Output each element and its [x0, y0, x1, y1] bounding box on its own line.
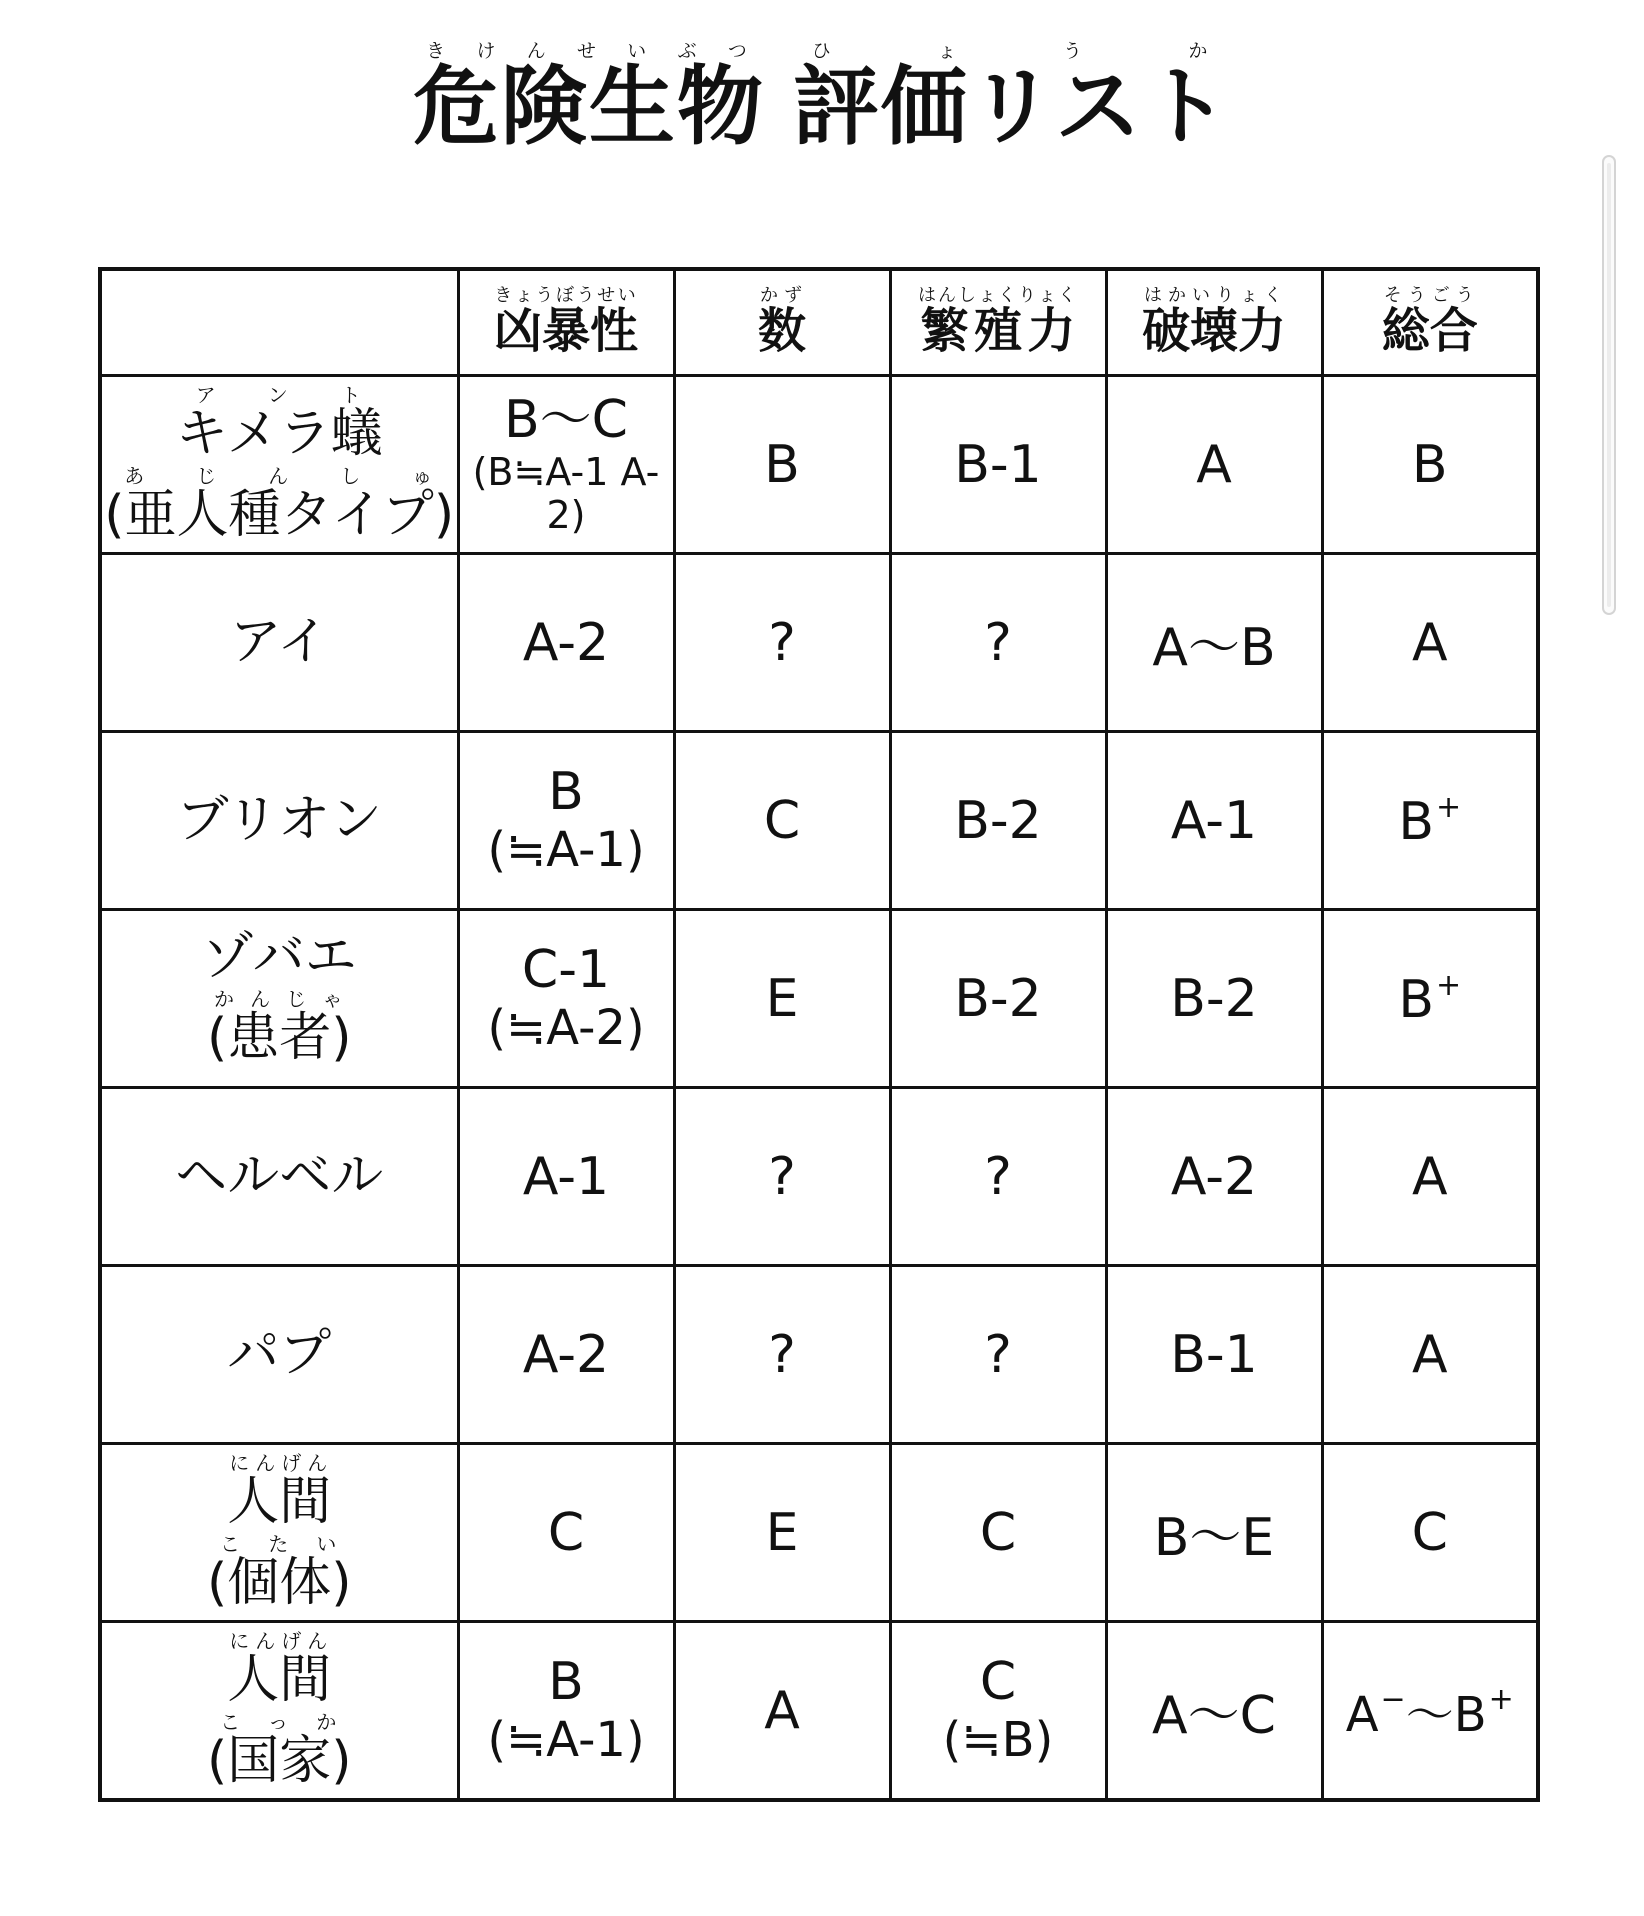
- creature-name-main: ブリオン: [176, 789, 382, 850]
- creature-name-main: キメラ蟻アント: [175, 382, 383, 464]
- overall-cell: [1322, 1622, 1538, 1801]
- creature-name: [100, 1444, 458, 1622]
- overall-value: B: [1398, 791, 1435, 852]
- overall-cell: A: [1322, 1266, 1538, 1444]
- number-cell: ?: [674, 1088, 890, 1266]
- table-row: [100, 910, 1538, 1088]
- fertility-cell: B-2: [890, 910, 1106, 1088]
- ferocity-cell: [458, 910, 674, 1088]
- overall-value-low: A: [1345, 1687, 1379, 1743]
- title-sub: 評価リストひょうか: [792, 40, 1232, 157]
- overall-cell: C: [1322, 1444, 1538, 1622]
- header-ferocity: 凶暴性きょうぼうせい: [458, 269, 674, 376]
- destruction-cell: A-2: [1106, 1088, 1322, 1266]
- creature-name-sub: (国家)こっか: [206, 1709, 352, 1791]
- creature-name-main: 人間にんげん: [227, 1450, 332, 1532]
- title-main: 危険生物きけんせいぶつ: [412, 40, 765, 157]
- creature-name-main: ゾバエ: [201, 927, 357, 988]
- table-row: [100, 1088, 1538, 1266]
- fertility-cell: B-2: [890, 732, 1106, 910]
- ferocity-cell: C: [458, 1444, 674, 1622]
- ferocity-cell: A-2: [458, 554, 674, 732]
- destruction-cell: B〜E: [1106, 1444, 1322, 1622]
- destruction-cell: B-1: [1106, 1266, 1322, 1444]
- number-cell: A: [674, 1622, 890, 1801]
- creature-name-main: ヘルベル: [175, 1145, 384, 1206]
- ferocity-note: (≒A-1): [487, 1711, 645, 1768]
- creature-name-sub: (亜人種タイプ)あじんしゅ: [104, 463, 455, 545]
- header-destruction: 破壊力はかいりょく: [1106, 269, 1322, 376]
- overall-value: B: [1398, 969, 1435, 1030]
- scrollbar-thumb[interactable]: [1607, 163, 1611, 607]
- header-overall: 総合そうごう: [1322, 269, 1538, 376]
- overall-modifier: +: [1436, 967, 1462, 1003]
- number-cell: C: [674, 732, 890, 910]
- ferocity-note: (≒A-2): [487, 999, 645, 1056]
- table-row: [100, 1444, 1538, 1622]
- creature-name-main: アイ: [229, 611, 329, 672]
- creature-name: [100, 732, 458, 910]
- fertility-value: C: [979, 1652, 1017, 1712]
- destruction-cell: A〜C: [1106, 1622, 1322, 1801]
- evaluation-table: [98, 267, 1540, 1802]
- number-cell: E: [674, 1444, 890, 1622]
- fertility-cell: B-1: [890, 376, 1106, 554]
- overall-cell: [1322, 910, 1538, 1088]
- creature-name: [100, 376, 458, 554]
- ferocity-value: C-1: [521, 940, 611, 1000]
- number-cell: ?: [674, 554, 890, 732]
- number-cell: E: [674, 910, 890, 1088]
- overall-value: B: [1453, 1687, 1487, 1743]
- creature-name: [100, 1266, 458, 1444]
- creature-name: [100, 1622, 458, 1801]
- overall-range-tilde: 〜: [1405, 1687, 1454, 1743]
- table-row: [100, 732, 1538, 910]
- creature-name-main: 人間にんげん: [227, 1628, 332, 1710]
- page-title-wrap: [0, 40, 1644, 159]
- page-title: [399, 40, 1245, 159]
- creature-name: [100, 910, 458, 1088]
- table-row: [100, 376, 1538, 554]
- header-row: [100, 269, 1538, 376]
- creature-name-main: パプ: [227, 1323, 332, 1384]
- header-corner: [100, 269, 458, 376]
- ferocity-note: (≒A-1): [487, 821, 645, 878]
- ferocity-cell: [458, 1622, 674, 1801]
- table-row: [100, 1622, 1538, 1801]
- overall-cell: A: [1322, 554, 1538, 732]
- overall-low-modifier: −: [1380, 1682, 1406, 1717]
- overall-cell: A: [1322, 1088, 1538, 1266]
- overall-modifier: +: [1436, 789, 1462, 825]
- fertility-cell: C: [890, 1444, 1106, 1622]
- fertility-cell: ?: [890, 1266, 1106, 1444]
- creature-name: [100, 1088, 458, 1266]
- ferocity-value: B〜C: [504, 389, 628, 450]
- ferocity-value: B: [548, 1652, 584, 1712]
- fertility-cell: ?: [890, 554, 1106, 732]
- header-fertility: 繁殖力はんしょくりょく: [890, 269, 1106, 376]
- ferocity-cell: [458, 732, 674, 910]
- ferocity-cell: [458, 376, 674, 554]
- destruction-cell: A-1: [1106, 732, 1322, 910]
- number-cell: B: [674, 376, 890, 554]
- destruction-cell: A〜B: [1106, 554, 1322, 732]
- vertical-scrollbar[interactable]: [1602, 155, 1616, 615]
- ferocity-cell: A-1: [458, 1088, 674, 1266]
- table-row: [100, 1266, 1538, 1444]
- fertility-cell: ?: [890, 1088, 1106, 1266]
- fertility-cell: [890, 1622, 1106, 1801]
- ferocity-cell: A-2: [458, 1266, 674, 1444]
- fertility-note: (≒B): [942, 1711, 1054, 1768]
- overall-cell: B: [1322, 376, 1538, 554]
- creature-name-sub: (個体)こたい: [206, 1531, 352, 1613]
- creature-name: [100, 554, 458, 732]
- header-number: 数かず: [674, 269, 890, 376]
- creature-name-sub: (患者)かんじゃ: [206, 987, 352, 1068]
- ferocity-note: (B≒A-1 A-2): [472, 449, 660, 538]
- overall-cell: [1322, 732, 1538, 910]
- number-cell: ?: [674, 1266, 890, 1444]
- destruction-cell: B-2: [1106, 910, 1322, 1088]
- overall-modifier: +: [1488, 1682, 1514, 1717]
- destruction-cell: A: [1106, 376, 1322, 554]
- table-row: [100, 554, 1538, 732]
- ferocity-value: B: [548, 762, 584, 822]
